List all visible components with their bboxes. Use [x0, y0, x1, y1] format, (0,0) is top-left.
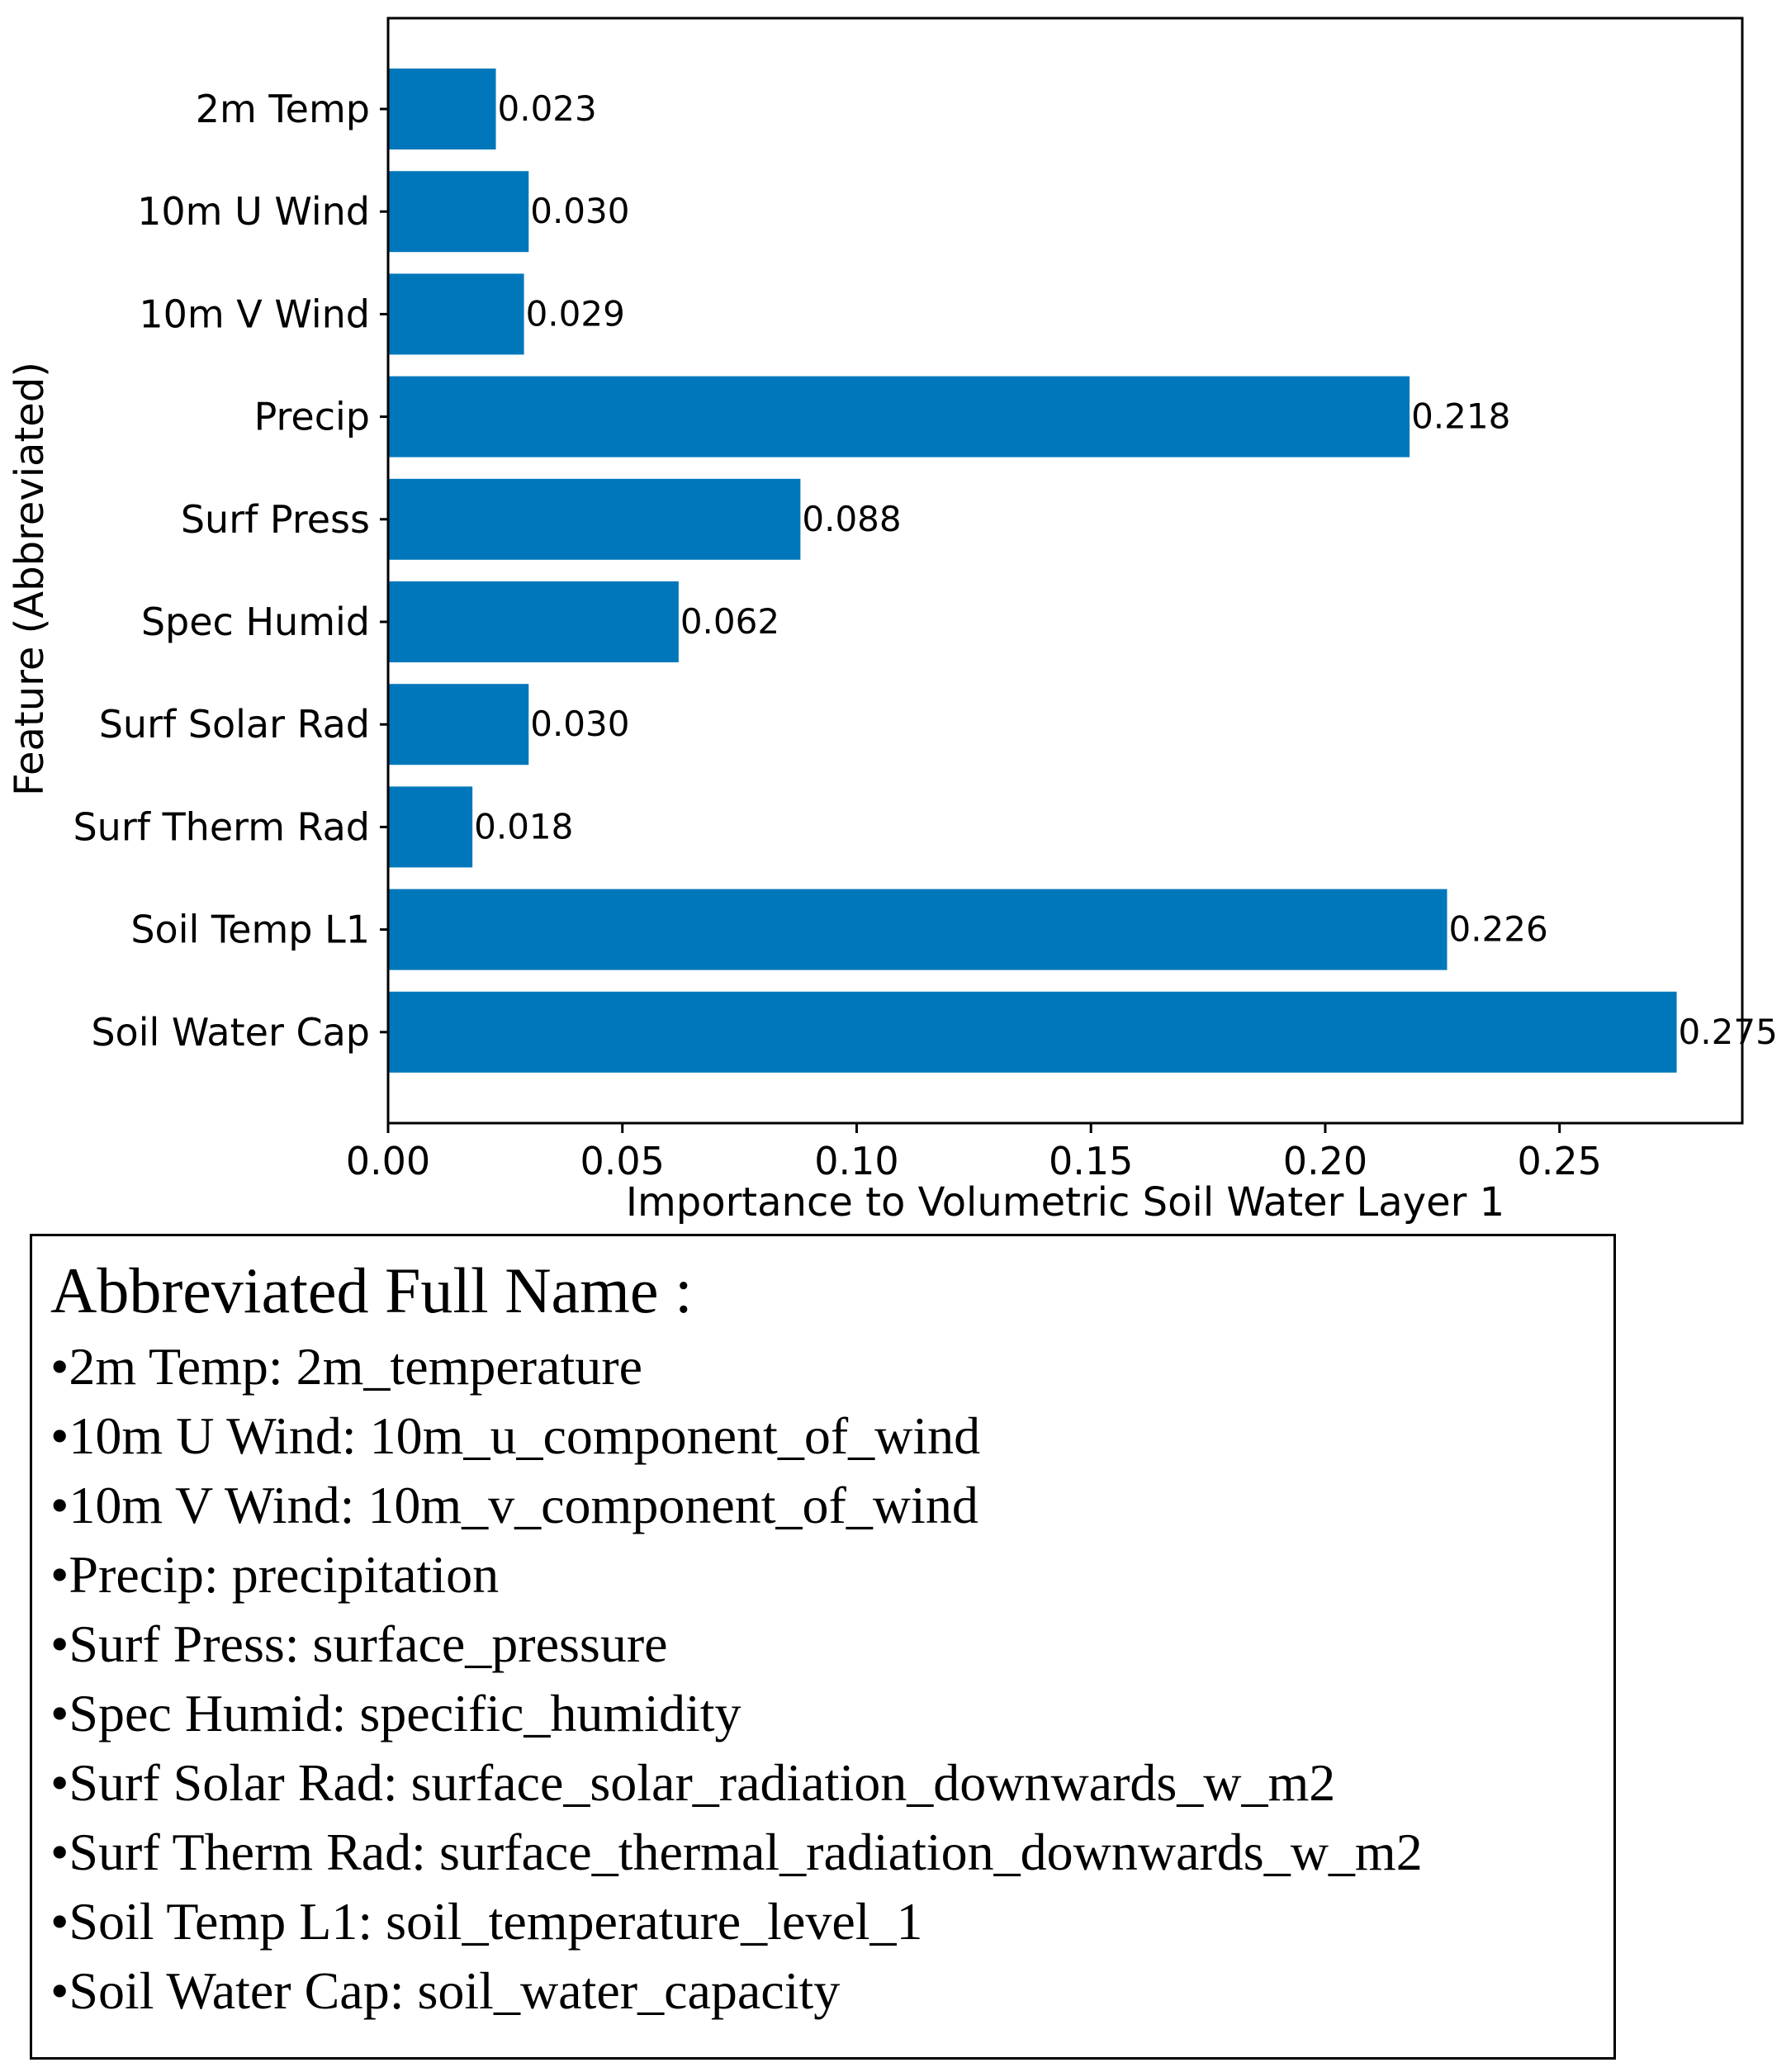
bar-value-label: 0.030: [530, 704, 630, 745]
x-tick-label: 0.05: [580, 1139, 665, 1183]
bar-value-label: 0.275: [1678, 1011, 1778, 1052]
legend-item: •Spec Humid: specific_humidity: [50, 1684, 742, 1742]
legend-item: •10m U Wind: 10m_u_component_of_wind: [50, 1406, 981, 1465]
legend-list: [50, 1332, 1613, 2026]
bar-value-label: 0.226: [1448, 908, 1548, 950]
bar: [388, 69, 496, 149]
x-ticks-layer: [346, 1123, 1602, 1183]
y-tick-label: 2m Temp: [195, 87, 370, 131]
bar: [388, 786, 472, 867]
bar-value-label: 0.088: [802, 498, 902, 539]
legend-item: •Soil Temp L1: soil_temperature_level_1: [50, 1892, 923, 1951]
y-tick-label: 10m V Wind: [139, 292, 370, 337]
y-tick-label: Precip: [253, 394, 370, 439]
bar-value-label: 0.023: [497, 88, 597, 129]
bar: [388, 889, 1447, 970]
bar: [388, 171, 528, 252]
legend-item: •Surf Press: surface_pressure: [50, 1614, 668, 1673]
bar-value-label: 0.062: [680, 601, 780, 642]
bar: [388, 273, 524, 354]
legend-item: •Soil Water Cap: soil_water_capacity: [50, 1961, 841, 2020]
bar-value-label: 0.030: [530, 191, 630, 232]
bar: [388, 581, 679, 662]
legend-item: •Precip: precipitation: [50, 1545, 500, 1604]
y-tick-label: Spec Humid: [140, 600, 370, 644]
x-tick-label: 0.10: [814, 1139, 899, 1183]
x-tick-label: 0.00: [345, 1139, 431, 1183]
bar: [388, 377, 1410, 458]
x-tick-label: 0.15: [1049, 1139, 1134, 1183]
legend-item: •10m V Wind: 10m_v_component_of_wind: [50, 1476, 978, 1534]
y-tick-label: 10m U Wind: [137, 189, 370, 235]
abbreviation-legend: [30, 1234, 1616, 2060]
bar-value-label: 0.018: [474, 806, 574, 847]
bar: [388, 992, 1677, 1073]
legend-item: •Surf Solar Rad: surface_solar_radiation_downwards_w_m2: [50, 1753, 1336, 1812]
y-tick-label: Soil Temp L1: [130, 907, 370, 952]
legend-item: •2m Temp: 2m_temperature: [50, 1337, 642, 1396]
y-tick-label: Soil Water Cap: [91, 1009, 370, 1055]
y-tick-label: Surf Therm Rad: [73, 804, 370, 850]
x-tick-label: 0.25: [1517, 1139, 1602, 1183]
x-tick-label: 0.20: [1282, 1139, 1368, 1183]
bar-value-label: 0.029: [525, 293, 625, 334]
legend-item: •Surf Therm Rad: surface_thermal_radiation_downwards_w_m2: [50, 1823, 1423, 1881]
legend-title: Abbreviated Full Name :: [50, 1254, 693, 1326]
y-tick-label: Surf Press: [180, 496, 370, 542]
bar: [388, 479, 800, 560]
y-axis-title: Feature (Abbreviated): [7, 361, 53, 797]
x-axis-title: Importance to Volumetric Soil Water Layer 1: [625, 1179, 1505, 1226]
bar: [388, 684, 528, 765]
y-ticks-layer: [73, 87, 388, 1055]
y-tick-label: Surf Solar Rad: [98, 702, 370, 747]
bar-value-label: 0.218: [1411, 396, 1511, 437]
